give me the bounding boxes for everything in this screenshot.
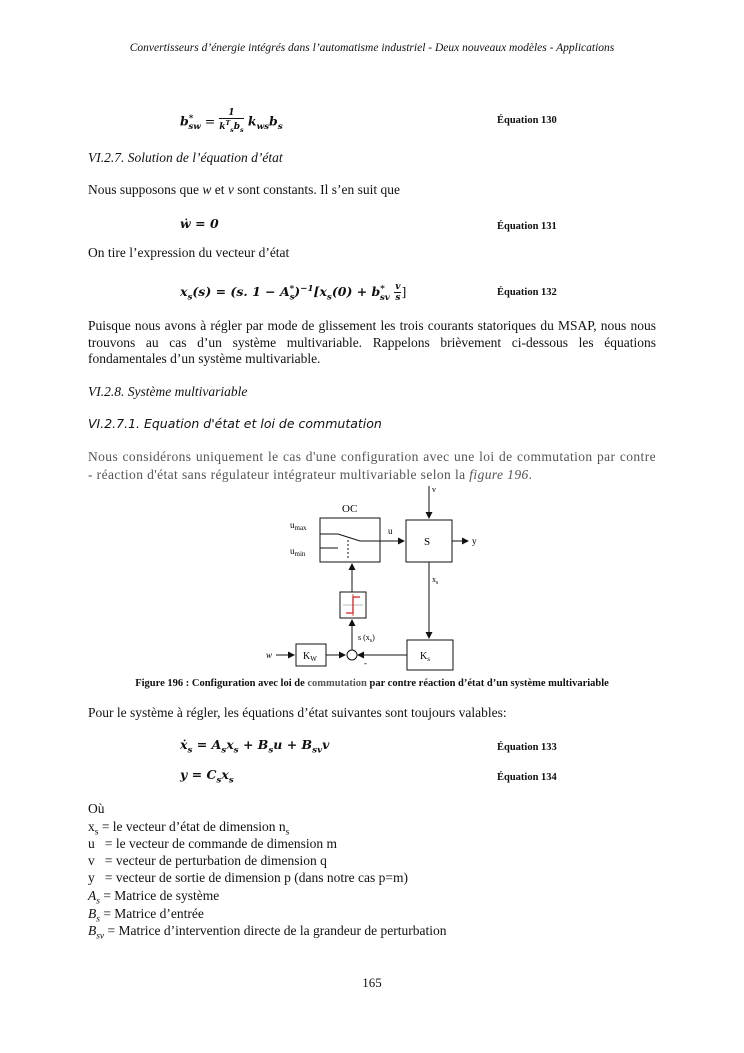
equation-132: $x_s(s) = (s$. $1 - A_s^*)^{-1}[x_s(0) + b^*_{sv}$ $\frac{v}{s}$ ] <box>180 282 407 303</box>
paragraph-4: Nous considérons uniquement le cas d'une configuration avec une loi de commutation par contre - réaction d'état sans régulateur intégrateur multivariable selon la figure 196. <box>88 449 656 482</box>
ks-block <box>407 640 453 670</box>
w-label: w <box>266 650 273 660</box>
kw-label: $K_W$ <box>303 651 317 663</box>
definition-bsv: $B_{sv}$ = Matrice d’intervention directe de la grandeur de perturbation <box>88 923 447 942</box>
equation-133-label: Équation 133 <box>497 742 557 753</box>
umax-label: $u_{max}$ <box>290 520 307 532</box>
summing-junction <box>347 650 357 660</box>
y-label: y <box>472 536 477 546</box>
oc-label: OC <box>342 503 358 515</box>
section-heading-728: VI.2.8. Système multivariable <box>88 384 248 399</box>
definition-as: $A_s$ = Matrice de système <box>88 888 220 907</box>
page-number: 165 <box>362 975 382 990</box>
figure-caption: Figure 196 : Configuration avec loi de commutation par contre réaction d’état d’un système multivariable <box>135 678 609 689</box>
oc-block <box>320 518 380 562</box>
ou-label: Où <box>88 801 105 816</box>
definition-v: v = vecteur de perturbation de dimension q <box>88 853 327 868</box>
section-heading-727: VI.2.7. Solution de l’équation d’état <box>88 150 283 165</box>
definition-y: y = vecteur de sortie de dimension p (dans notre cas p=m) <box>88 870 409 885</box>
equation-130: $b^*_{sw}$ = $\frac{1}{k^T_sb_s}$ $k_{ws}b_s$ <box>180 108 283 134</box>
xs-label: $x_s$ <box>432 575 439 586</box>
equation-130-label: Équation 130 <box>497 115 557 126</box>
paragraph-5: Pour le système à régler, les équations d’état suivantes sont toujours valables: <box>88 705 507 720</box>
paragraph-2: On tire l’expression du vecteur d’état <box>88 245 290 260</box>
equation-131: ẇ = 0 <box>180 216 219 231</box>
equation-134-label: Équation 134 <box>497 772 557 783</box>
definition-bs: $B_s$ = Matrice d’entrée <box>88 906 204 925</box>
u-label: u <box>388 526 393 536</box>
ks-label: $K_s$ <box>420 651 430 663</box>
v-label: v <box>432 485 436 494</box>
running-header: Convertisseurs d’énergie intégrés dans l’automatisme industriel - Deux nouveaux modèles - Applications <box>129 42 615 54</box>
equation-134: $y = C_sx_s$ <box>180 767 234 786</box>
equation-132-label: Équation 132 <box>497 287 557 298</box>
section-heading-7271: VI.2.7.1. Equation d'état et loi de commutation <box>88 416 382 431</box>
sxs-label: s $(x_s)$ <box>358 633 375 644</box>
block-diagram <box>260 484 480 674</box>
switch-arm <box>338 534 360 541</box>
minus-sign: - <box>364 658 367 668</box>
paragraph-1: Nous supposons que w et v sont constants. Il s’en suit que <box>88 182 401 197</box>
definition-xs: $x_s$ = le vecteur d’état de dimension $n_s$ <box>88 819 290 838</box>
umin-label: $u_{min}$ <box>290 546 306 558</box>
definition-u: u = le vecteur de commande de dimension m <box>88 836 338 851</box>
equation-131-label: Équation 131 <box>497 221 557 232</box>
paragraph-3: Puisque nous avons à régler par mode de glissement les trois courants statoriques du MSAP, nous nous trouvons au cas d’un système multivariable. Rappelons brièvement ci-dessous les équations fondamentales d’un système multivariable. <box>88 318 656 366</box>
s-label: S <box>424 536 431 548</box>
equation-133: ẋ$_s$ = $A_sx_s + B_su + B_{sv}v$ <box>180 737 330 756</box>
